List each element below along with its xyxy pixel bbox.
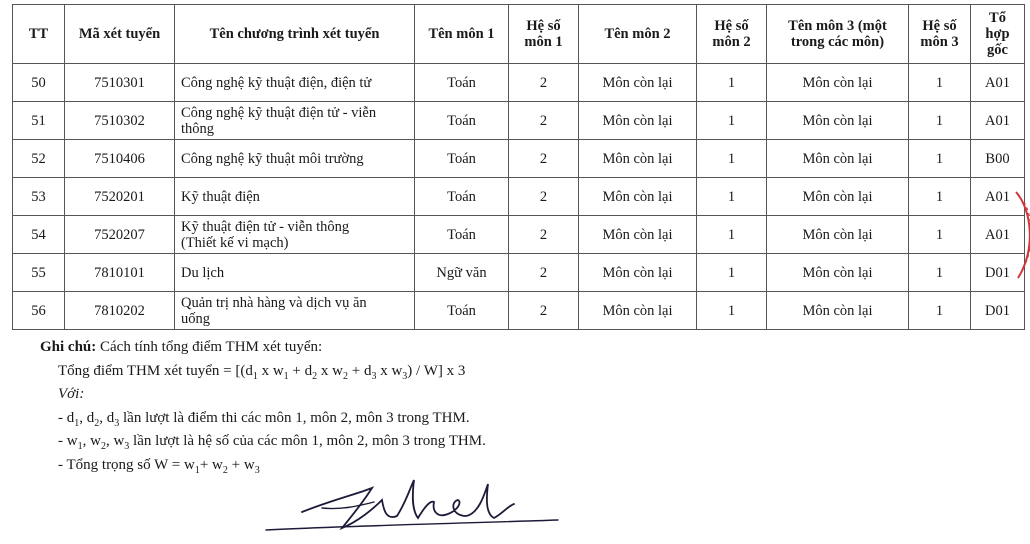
table-row — [13, 178, 1025, 216]
times: x — [317, 362, 333, 379]
comma: , — [99, 409, 107, 426]
cell-subject-1: Toán — [415, 292, 509, 330]
table-row — [13, 216, 1025, 254]
formula-line — [40, 360, 486, 384]
cell-code: 7810202 — [65, 292, 175, 330]
header-coef-1-line-2: môn 1 — [524, 34, 563, 50]
sub-3: 3 — [124, 441, 130, 452]
cell-subject-1: Ngữ văn — [415, 254, 509, 292]
cell-program — [175, 254, 415, 292]
program-line-2: (Thiết kế vi mạch) — [181, 234, 289, 251]
program-line-1: Công nghệ kỹ thuật điện, điện tử — [181, 74, 372, 91]
with-line — [40, 383, 486, 407]
cell-subject-1: Toán — [415, 102, 509, 140]
red-stamp-edge — [1012, 190, 1030, 280]
sub-3: 3 — [114, 417, 120, 429]
program-line-1: Quản trị nhà hàng và dịch vụ ăn — [181, 294, 367, 311]
comma: , — [82, 433, 91, 449]
sub-1: 1 — [77, 441, 83, 452]
comma: , — [105, 433, 114, 449]
program-line-1: Kỹ thuật điện tử - viễn thông — [181, 218, 350, 235]
program-line-1: Công nghệ kỹ thuật điện tử - viễn — [181, 104, 377, 121]
dash: - — [58, 433, 67, 449]
header-combo-line-3: gốc — [987, 42, 1008, 58]
cell-program — [175, 140, 415, 178]
dash: - — [58, 409, 67, 426]
with-label: Với: — [58, 386, 85, 402]
formula-prefix: Tổng điểm THM xét tuyển = [( — [58, 362, 246, 379]
notes-section — [40, 336, 486, 477]
cell-combo: A01 — [971, 102, 1025, 140]
var-w: w — [332, 362, 343, 379]
header-subject-3-line-2: trong các môn) — [790, 34, 885, 50]
dash: - — [58, 456, 67, 473]
cell-coef-1: 2 — [509, 292, 579, 330]
var-d: d — [304, 362, 313, 379]
cell-tt: 51 — [13, 102, 65, 140]
header-coef-3-line-2: môn 3 — [920, 34, 959, 50]
header-coef-1-line-1: Hệ số — [526, 18, 561, 34]
notes-heading — [40, 336, 486, 360]
cell-combo: D01 — [971, 292, 1025, 330]
cell-subject-3: Môn còn lại — [767, 64, 909, 102]
cell-subject-3: Môn còn lại — [767, 254, 909, 292]
sub-2: 2 — [94, 417, 100, 429]
var-d: d — [363, 362, 372, 379]
comma: , — [79, 409, 87, 426]
cell-subject-1: Toán — [415, 64, 509, 102]
header-coef-2-line-1: Hệ số — [714, 18, 749, 34]
cell-subject-3: Môn còn lại — [767, 216, 909, 254]
table-row — [13, 64, 1025, 102]
cell-coef-2: 1 — [697, 140, 767, 178]
header-coef-2-line-2: môn 2 — [712, 34, 751, 50]
times: x — [257, 362, 273, 379]
cell-subject-2: Môn còn lại — [579, 178, 697, 216]
cell-tt: 50 — [13, 64, 65, 102]
cell-program — [175, 292, 415, 330]
var-w: w — [272, 362, 284, 379]
cell-subject-2: Môn còn lại — [579, 102, 697, 140]
program-line-1: Kỹ thuật điện — [181, 188, 260, 205]
program-line-1: Công nghệ kỹ thuật môi trường — [181, 150, 364, 167]
sub-2: 2 — [342, 370, 348, 382]
var-w: w — [212, 456, 223, 473]
sub-1: 1 — [283, 370, 289, 382]
cell-coef-1: 2 — [509, 216, 579, 254]
var-w: w — [66, 433, 78, 449]
program-line-1: Du lịch — [181, 264, 225, 281]
cell-coef-3: 1 — [909, 64, 971, 102]
cell-coef-1: 2 — [509, 102, 579, 140]
header-tt: TT — [13, 5, 65, 64]
header-combo-line-1: Tổ — [989, 10, 1006, 26]
cell-tt: 55 — [13, 254, 65, 292]
cell-program — [175, 178, 415, 216]
header-combo — [971, 5, 1025, 64]
cell-code: 7510406 — [65, 140, 175, 178]
cell-coef-2: 1 — [697, 292, 767, 330]
plus: + — [199, 456, 213, 473]
table-row — [13, 102, 1025, 140]
cell-program — [175, 102, 415, 140]
cell-coef-2: 1 — [697, 64, 767, 102]
cell-coef-2: 1 — [697, 178, 767, 216]
var-d: d — [245, 362, 253, 379]
table-row — [13, 140, 1025, 178]
plus: + — [347, 362, 364, 379]
notes-label: Ghi chú: — [40, 339, 97, 355]
header-program: Tên chương trình xét tuyển — [175, 5, 415, 64]
d-definition-line — [40, 407, 486, 431]
var-d: d — [86, 409, 95, 426]
var-w: w — [243, 456, 255, 473]
cell-combo: D01 — [971, 254, 1025, 292]
cell-coef-2: 1 — [697, 216, 767, 254]
cell-subject-2: Môn còn lại — [579, 292, 697, 330]
sub-2: 2 — [222, 464, 228, 476]
table-row — [13, 254, 1025, 292]
header-coef-1 — [509, 5, 579, 64]
sub-3: 3 — [402, 370, 408, 382]
cell-subject-2: Môn còn lại — [579, 216, 697, 254]
var-w: w — [113, 433, 125, 449]
cell-code: 7510301 — [65, 64, 175, 102]
cell-coef-1: 2 — [509, 140, 579, 178]
cell-tt: 52 — [13, 140, 65, 178]
times: x — [376, 362, 392, 379]
total-weight-prefix: Tổng trọng số W = — [66, 456, 184, 473]
cell-coef-1: 2 — [509, 254, 579, 292]
cell-code: 7520207 — [65, 216, 175, 254]
program-line-2: uống — [181, 310, 210, 327]
sub-2: 2 — [100, 441, 106, 452]
plus: + — [227, 456, 244, 473]
program-line-2: thông — [181, 120, 215, 137]
table-row — [13, 292, 1025, 330]
sub-3: 3 — [254, 464, 260, 476]
table-header-row — [13, 5, 1025, 64]
cell-coef-1: 2 — [509, 178, 579, 216]
w-definition-text: lần lượt là hệ số của các môn 1, môn 2, môn 3 trong THM. — [129, 433, 486, 449]
cell-subject-2: Môn còn lại — [579, 64, 697, 102]
header-subject-3 — [767, 5, 909, 64]
admission-table — [12, 4, 1025, 330]
cell-subject-3: Môn còn lại — [767, 102, 909, 140]
cell-subject-3: Môn còn lại — [767, 292, 909, 330]
cell-coef-3: 1 — [909, 292, 971, 330]
notes-intro: Cách tính tổng điểm THM xét tuyển: — [100, 339, 323, 355]
var-w: w — [183, 456, 195, 473]
w-definition-line — [40, 430, 486, 454]
header-coef-3-line-1: Hệ số — [922, 18, 957, 34]
cell-code: 7520201 — [65, 178, 175, 216]
cell-code: 7810101 — [65, 254, 175, 292]
header-code: Mã xét tuyển — [65, 5, 175, 64]
plus: + — [288, 362, 305, 379]
var-w: w — [90, 433, 101, 449]
cell-subject-2: Môn còn lại — [579, 140, 697, 178]
sub-3: 3 — [371, 370, 377, 382]
cell-combo: A01 — [971, 64, 1025, 102]
sub-1: 1 — [74, 417, 80, 429]
header-subject-1: Tên môn 1 — [415, 5, 509, 64]
cell-subject-2: Môn còn lại — [579, 254, 697, 292]
cell-subject-1: Toán — [415, 178, 509, 216]
cell-coef-3: 1 — [909, 178, 971, 216]
cell-subject-1: Toán — [415, 140, 509, 178]
var-w: w — [391, 362, 403, 379]
cell-coef-3: 1 — [909, 102, 971, 140]
var-d: d — [106, 409, 115, 426]
cell-subject-1: Toán — [415, 216, 509, 254]
header-subject-3-line-1: Tên môn 3 (một — [788, 18, 887, 34]
cell-code: 7510302 — [65, 102, 175, 140]
cell-coef-1: 2 — [509, 64, 579, 102]
d-definition-text: lần lượt là điểm thi các môn 1, môn 2, môn 3 trong THM. — [119, 409, 470, 426]
cell-tt: 53 — [13, 178, 65, 216]
handwritten-signature — [262, 470, 562, 540]
header-coef-2 — [697, 5, 767, 64]
cell-coef-3: 1 — [909, 254, 971, 292]
header-coef-3 — [909, 5, 971, 64]
header-combo-line-2: hợp — [985, 26, 1010, 42]
cell-coef-3: 1 — [909, 140, 971, 178]
cell-program — [175, 64, 415, 102]
cell-combo: A01 — [971, 216, 1025, 254]
sub-1: 1 — [194, 464, 200, 476]
cell-subject-3: Môn còn lại — [767, 178, 909, 216]
cell-coef-2: 1 — [697, 254, 767, 292]
cell-tt: 56 — [13, 292, 65, 330]
cell-program — [175, 216, 415, 254]
cell-coef-3: 1 — [909, 216, 971, 254]
cell-subject-3: Môn còn lại — [767, 140, 909, 178]
header-subject-2: Tên môn 2 — [579, 5, 697, 64]
sub-1: 1 — [252, 370, 258, 382]
cell-combo: B00 — [971, 140, 1025, 178]
cell-coef-2: 1 — [697, 102, 767, 140]
cell-combo: A01 — [971, 178, 1025, 216]
var-d: d — [66, 409, 75, 426]
formula-suffix: ) / W] x 3 — [407, 362, 466, 379]
cell-tt: 54 — [13, 216, 65, 254]
sub-2: 2 — [312, 370, 318, 382]
